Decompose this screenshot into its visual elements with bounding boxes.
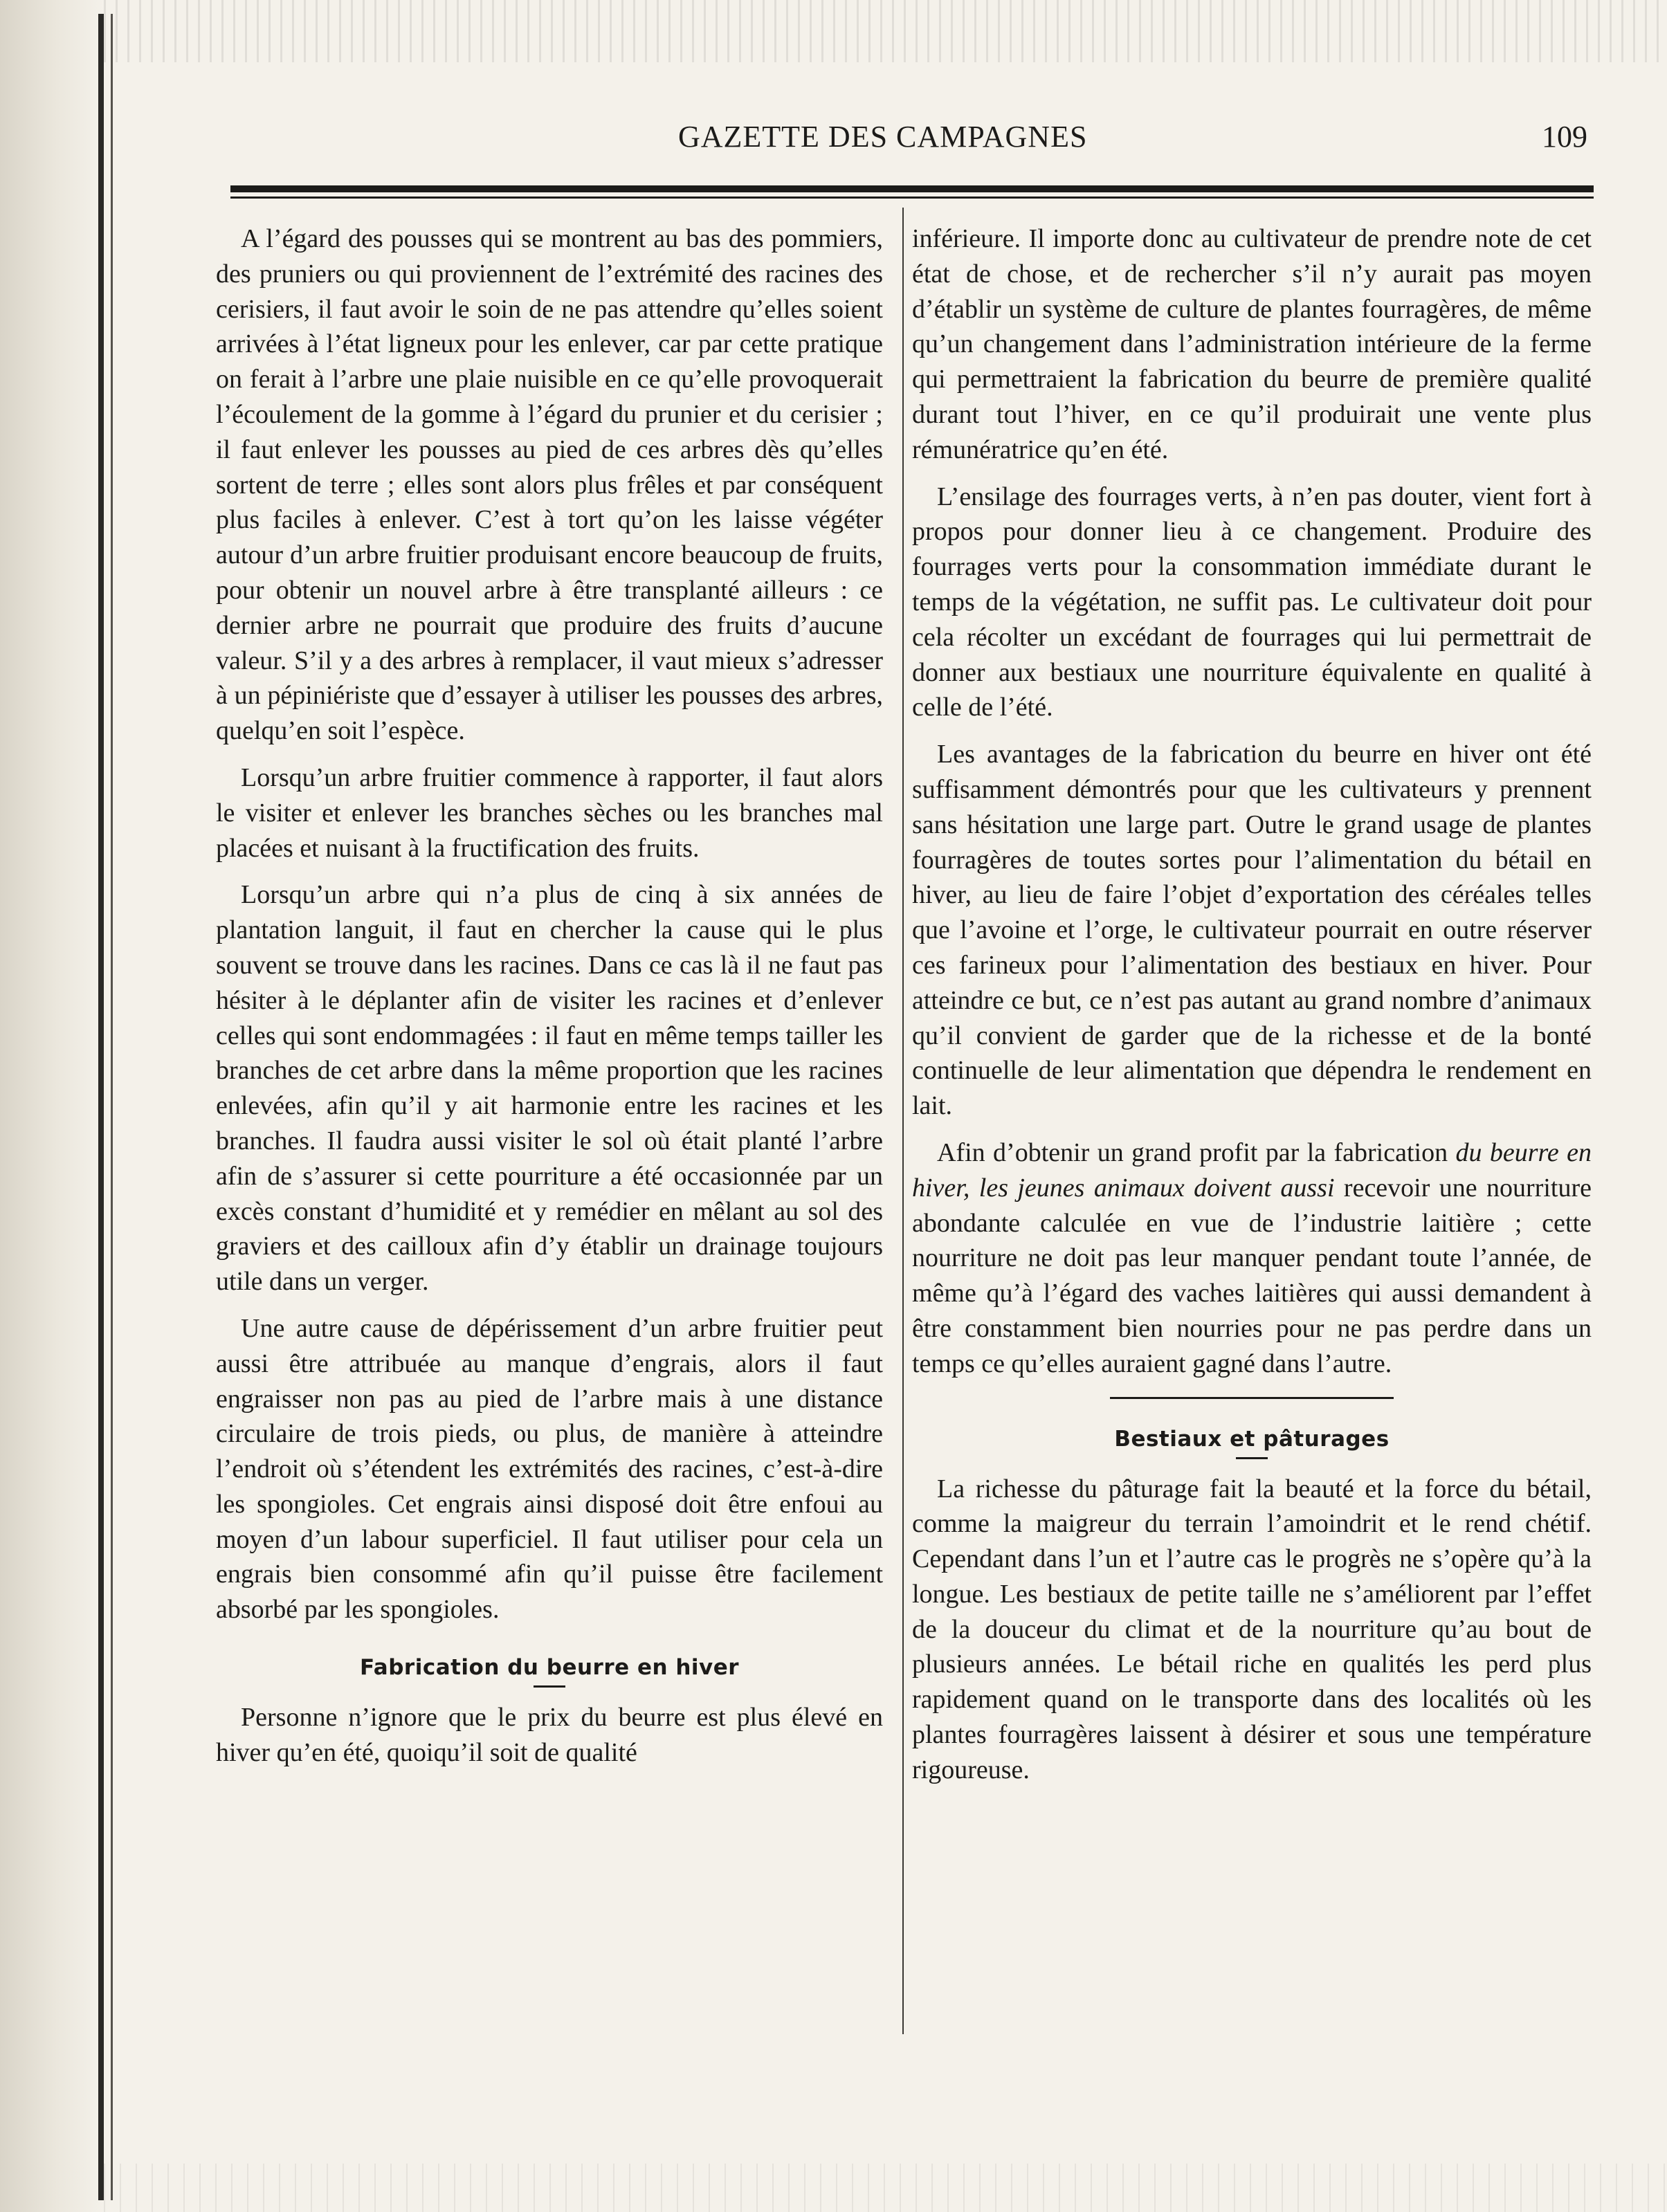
header-rule-thin — [230, 196, 1594, 199]
paragraph: Les avantages de la fabrication du beurre en hiver ont été suffisamment démontrés pour que les cultivateurs y prennent sans hésitation une large part. Outre le grand usage de plantes fourragères de toutes sortes pour l’alimentation du bétail en hiver, au lieu de faire l’objet d’exportation des céréales telles que l’avoine et l’orge, le cultivateur pourrait en outre réserver ces farineux pour l’alimentation des bestiaux en hiver. Pour atteindre ce but, ce n’est pas autant au grand nombre d’animaux qu’il convient de garder que de la richesse et de la bonté continuelle de leur alimentation que dépendra le rendement en lait. — [912, 740, 1592, 1121]
left-column — [216, 221, 883, 1782]
paragraph-mixed — [912, 1135, 1592, 1382]
section-dash — [534, 1685, 565, 1688]
page-number: 109 — [1542, 120, 1587, 154]
scan-noise-top — [104, 0, 1667, 62]
section-dash — [1236, 1457, 1268, 1459]
paragraph: Lorsqu’un arbre fruitier commence à rapporter, il faut alors le visiter et enlever les branches sèches ou les branches mal placées et nuisant à la fructification des fruits. — [216, 762, 883, 863]
paragraph: Une autre cause de dépérissement d’un arbre fruitier peut aussi être attribuée au manque d’engrais, alors il faut engraisser non pas au pied de l’arbre mais à une distance circulaire de trois pieds, ou plus, de manière à atteindre l’endroit où s’étendent les extrémités des racines, c’est-à-dire les spongioles. Cet engrais ainsi disposé doit être enfoui au moyen d’un labour superficiel. Il faut utiliser pour cela un engrais bien consommé afin qu’il puisse être facilement absorbé par les spongioles. — [216, 1313, 883, 1625]
right-column — [912, 221, 1592, 1800]
running-title: GAZETTE DES CAMPAGNES — [678, 120, 1088, 154]
binding-line — [98, 14, 104, 2200]
paragraph: Personne n’ignore que le prix du beurre est plus élevé en hiver qu’en été, quoiqu’il soit de qualité — [216, 1703, 883, 1767]
scan-margin — [0, 0, 104, 2212]
paragraph: A l’égard des pousses qui se montrent au bas des pommiers, des pruniers ou qui proviennent de l’extrémité des racines des cerisiers, il faut avoir le soin de ne pas attendre qu’elles soient arrivées à l’état ligneux pour les enlever, car par cette pratique on ferait à l’arbre une plaie nuisible en ce qu’elle provoquerait l’écoulement de la gomme à l’égard du prunier et du cerisier ; il faut enlever les pousses au pied de ces arbres dès qu’elles sortent de terre ; elles sont alors plus frêles et par conséquent plus faciles à enlever. C’est à tort qu’on les laisse végéter autour d’un arbre fruitier produisant encore beaucoup de fruits, pour obtenir un nouvel arbre à être transplanté ailleurs : ce dernier arbre ne pourrait que produire des fruits d’aucune valeur. S’il y a des arbres à remplacer, il vaut mieux s’adresser à un pépiniériste que d’essayer à utiliser les pousses des arbres, quelqu’en soit l’espèce. — [216, 224, 883, 746]
paragraph: La richesse du pâturage fait la beauté et la force du bétail, comme la maigreur du terrain l’amoindrit et le rend chétif. Cependant dans l’un et l’autre cas le progrès ne s’opère qu’à la longue. Les bestiaux de petite taille ne s’améliorent par l’effet de la douceur du climat et de la nourriture qu’au bout de plusieurs années. Le bétail riche en qualités les perd plus rapidement quand on le transporte dans des localités où les plantes fourragères laissent à désirer et sous une température rigoureuse. — [912, 1474, 1592, 1784]
paragraph-end: recevoir une nourriture abondante calculée en vue de l’industrie laitière ; cette nourriture ne doit pas leur manquer pendant toute l’année, de même qu’à l’égard des vaches laitières qui aussi demandent à être constamment bien nourries pour ne pas perdre dans un temps ce qu’elles auraient gagné dans l’autre. — [912, 1173, 1592, 1378]
section-heading: Fabrication du beurre en hiver — [359, 1655, 740, 1681]
paragraph-italic: du beurre en hiver, les jeunes animaux doivent aussi — [912, 1137, 1592, 1203]
binding-line-secondary — [111, 14, 113, 2200]
section-rule — [1110, 1397, 1394, 1399]
paragraph-start: Afin d’obtenir un grand profit par la fabrication — [937, 1137, 1448, 1167]
scan-noise-bottom — [104, 2164, 1667, 2212]
continued-paragraph: inférieure. Il importe donc au cultivateur de prendre note de cet état de chose, et de rechercher s’il n’y aurait pas moyen d’établir un système de culture de plantes fourragères, de même qu’un changement dans l’administration intérieure de la ferme qui permettraient la fabrication du beurre de première qualité durant tout l’hiver, en ce qu’il produirait une vente plus rémunératrice qu’en été. — [912, 224, 1592, 464]
header-rule-thick — [230, 185, 1594, 192]
paragraph: Lorsqu’un arbre qui n’a plus de cinq à six années de plantation languit, il faut en chercher la cause qui le plus souvent se trouve dans les racines. Dans ce cas là il ne faut pas hésiter à le déplanter afin de visiter les racines et d’enlever celles qui sont endommagées : il faut en même temps tailler les branches de cet arbre dans la même proportion que les racines enlevées, afin qu’il y ait harmonie entre les racines et les branches. Il faudra aussi visiter le sol où était planté l’arbre afin de s’assurer si cette pourriture a été occasionnée par un excès constant d’humidité et y remédier en mêlant au sol des graviers et des cailloux afin d’y établir un drainage toujours utile dans un verger. — [216, 880, 883, 1297]
paragraph: L’ensilage des fourrages verts, à n’en pas douter, vient fort à propos pour donner lieu à ce changement. Produire des fourrages verts pour la consommation immédiate durant le temps de la végétation, ne suffit pas. Le cultivateur doit pour cela récolter un excédant de fourrages qui lui permettrait de donner aux bestiaux une nourriture équivalente en qualité à celle de l’été. — [912, 482, 1592, 722]
column-divider — [902, 208, 904, 2034]
section-heading: Bestiaux et pâturages — [1114, 1426, 1390, 1452]
